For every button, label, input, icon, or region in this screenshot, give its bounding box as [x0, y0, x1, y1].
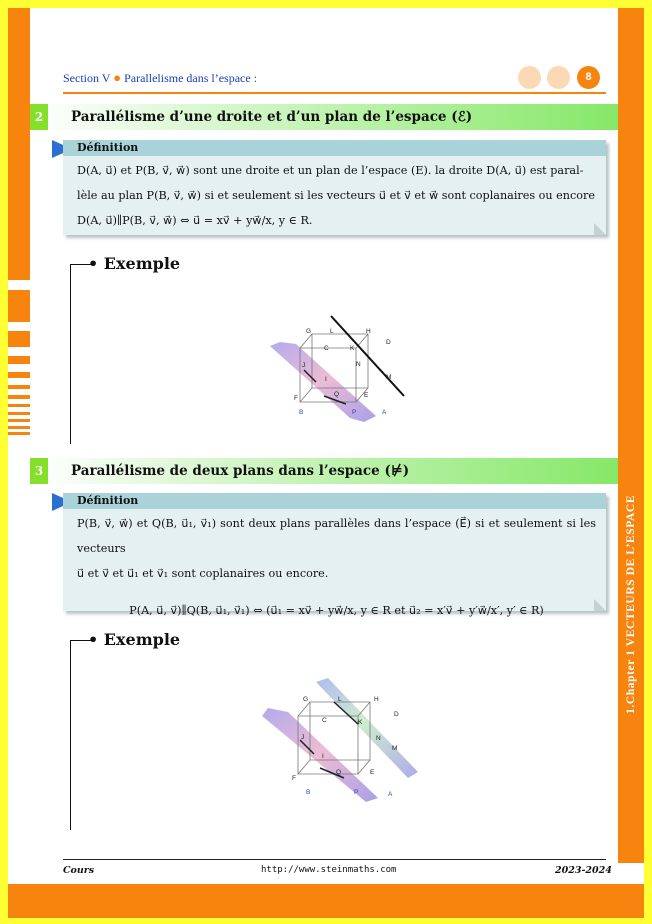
margin-bar — [8, 372, 30, 378]
definition-formula: P(A, u⃗, v⃗)∥Q(B, u⃗₁, v⃗₁) ⇔ (u⃗₁ = xv⃗ + yw⃗/x, y ∈ R et u⃗₂ = x′v⃗ + y′w⃗/x′, y′ ∈ R) — [129, 604, 544, 617]
example-title: • Exemple — [88, 630, 181, 649]
page-curl — [594, 223, 606, 235]
label-e: E — [370, 769, 375, 776]
margin-bar — [8, 426, 30, 429]
definition-box — [63, 140, 606, 235]
definition-label: Définition — [63, 140, 606, 156]
margin-bar — [8, 419, 30, 422]
label-a: A — [382, 409, 387, 416]
example-title: • Exemple — [88, 254, 181, 273]
label-e: E — [364, 392, 369, 399]
definition-line: u⃗ et v⃗ et u⃗₁ et v⃗₁ sont coplanaires ou encore. — [77, 567, 329, 580]
label-f: F — [292, 775, 296, 782]
header-title: Parallelisme dans l’espace : — [124, 71, 258, 85]
label-a: A — [388, 791, 393, 798]
section-title: Parallélisme de deux plans dans l’espace (⊭) — [71, 463, 410, 479]
label-l: L — [338, 696, 342, 703]
footer-year: 2023-2024 — [555, 865, 612, 876]
label-d: D — [394, 711, 399, 718]
header-decoration-circle — [518, 66, 541, 89]
label-b: B — [306, 789, 311, 796]
footer-url-link[interactable]: http://www.steinmaths.com — [261, 865, 397, 875]
label-j: J — [302, 362, 306, 369]
label-h: H — [366, 328, 371, 335]
label-j: J — [301, 734, 305, 741]
label-q: Q — [334, 391, 340, 398]
label-d: D — [386, 339, 391, 346]
definition-line: D(A, u⃗)∥P(B, v⃗, w⃗) ⇔ u⃗ = xv⃗ + yw⃗/x, y ∈ R. — [77, 214, 313, 227]
margin-bar — [8, 356, 30, 364]
label-m: M — [386, 374, 392, 381]
footer-rule — [63, 859, 606, 860]
definition-body — [63, 156, 606, 233]
label-m: M — [392, 745, 398, 752]
label-c: C — [322, 717, 327, 724]
label-h: H — [374, 696, 379, 703]
label-b: B — [299, 409, 304, 416]
definition-line: P(B, v⃗, w⃗) et Q(B, u⃗₁, v⃗₁) sont deux plans parallèles dans l’espace (E⃗) si et seulement si les vecteurs — [77, 517, 596, 555]
section-number: 3 — [30, 458, 48, 484]
definition-line: D(A, u⃗) et P(B, v⃗, w⃗) sont une droite et un plan de l’espace (E). la droite D(A, u⃗) est paral- — [77, 164, 584, 177]
label-g: G — [306, 328, 312, 335]
label-k: K — [358, 719, 363, 726]
margin-bar — [8, 395, 30, 399]
header-decoration-circle — [547, 66, 570, 89]
header-section: Section V — [63, 71, 111, 85]
definition-label: Définition — [63, 493, 606, 509]
chapter-tab — [618, 8, 644, 863]
header-rule — [63, 92, 606, 94]
label-n: N — [376, 735, 381, 742]
label-q: Q — [336, 769, 342, 776]
label-n: N — [356, 361, 361, 368]
cube-figure-1 — [266, 306, 416, 424]
margin-bar — [8, 432, 30, 435]
label-g: G — [303, 696, 309, 703]
label-i: I — [325, 376, 327, 383]
page-curl — [594, 599, 606, 611]
label-c: C — [324, 345, 329, 352]
bottom-bar — [8, 884, 644, 918]
page-number: 8 — [577, 66, 600, 89]
margin-bar — [8, 404, 30, 407]
section-number: 2 — [30, 104, 48, 130]
label-i: I — [322, 753, 324, 760]
label-p: P — [352, 409, 357, 416]
margin-bar — [8, 290, 30, 322]
definition-line: lèle au plan P(B, v⃗, w⃗) si et seulement si les vecteurs u⃗ et v⃗ et w⃗ sont coplanaires ou encore — [77, 189, 595, 202]
section-title: Parallélisme d’une droite et d’un plan de l’espace (ℰ) — [71, 109, 473, 125]
margin-bar — [8, 8, 30, 280]
label-f: F — [294, 395, 298, 402]
footer-left: Cours — [63, 865, 95, 876]
label-p: P — [354, 789, 359, 796]
label-l: L — [330, 328, 334, 335]
definition-box — [63, 493, 606, 617]
plane-shape — [270, 342, 376, 422]
chapter-tab-label: 1.Chapter 1 VECTEURS DE L’ESPACE — [625, 494, 637, 714]
label-k: K — [350, 345, 355, 352]
example-bracket — [70, 640, 71, 830]
definition-body — [63, 509, 606, 623]
example-bracket — [70, 264, 71, 444]
cube-figure-2 — [258, 672, 428, 802]
running-header — [63, 70, 257, 86]
margin-bar — [8, 385, 30, 389]
margin-bar — [8, 331, 30, 347]
document-page — [8, 8, 644, 918]
bullet-icon: ● — [113, 70, 122, 85]
margin-bar — [8, 412, 30, 415]
